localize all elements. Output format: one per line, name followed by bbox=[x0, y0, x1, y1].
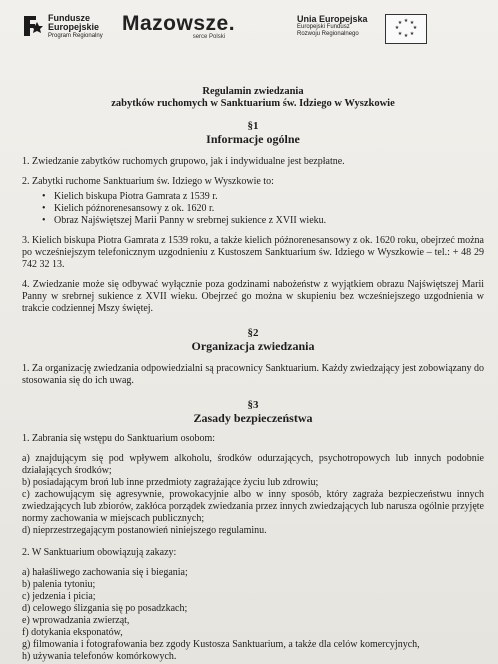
fundusze-europejskie-logo bbox=[22, 14, 103, 40]
title-line-2: zabytków ruchomych w Sanktuarium św. Idziego w Wyszkowie bbox=[111, 98, 395, 109]
list-item: a) hałaśliwego zachowania się i biegania; bbox=[22, 567, 188, 578]
list-item: c) zachowującym się agresywnie, prowokacyjnie albo w inny sposób, który zagraża bezpieczeństwu innych zwiedzających lub zbiorów, zakłóca porządek zwiedzania przez innych zwiedzających lub narusza ogólnie przyjęte normy zachowania w miejscach publicznych; bbox=[22, 489, 484, 524]
s1-bullet-list bbox=[22, 191, 484, 227]
list-item: • Obraz Najświętszej Marii Panny w srebrnej sukience z XVII wieku. bbox=[22, 215, 484, 227]
svg-text:★: ★ bbox=[409, 31, 415, 37]
list-item: g) filmowania i fotografowania bez zgody Kustosza Sanktuarium, a także dla celów komercyjnych, bbox=[22, 639, 420, 650]
document-title bbox=[22, 86, 484, 110]
section-3-number: §3 bbox=[247, 399, 259, 411]
ue-line1: Europejski Fundusz bbox=[297, 24, 350, 30]
unia-europejska-logo bbox=[297, 14, 418, 39]
section-2-number: §2 bbox=[247, 327, 259, 339]
s1-paragraph-1: 1. Zwiedzanie zabytków ruchomych grupowo, jak i indywidualne jest bezpłatne. bbox=[22, 156, 345, 167]
s3-paragraph-2: 2. W Sanktuarium obowiązują zakazy: bbox=[22, 547, 177, 558]
s1-paragraph-3: 3. Kielich biskupa Piotra Gamrata z 1539 roku, a także kielich późnorenesansowy z ok. 1620 roku, obejrzeć można po wcześniejszym telefonicznym uzgodnieniu z Kustoszem Sanktuarium św. Idziego w Wyszkowie – tel.: + 48 29 742 32 13. bbox=[22, 235, 484, 270]
svg-text:★: ★ bbox=[394, 25, 400, 31]
s3-list-2 bbox=[22, 567, 484, 663]
list-item: d) nieprzestrzegającym postanowień niniejszego regulaminu. bbox=[22, 525, 267, 536]
svg-text:★: ★ bbox=[409, 20, 415, 26]
list-item: • Kielich późnorenesansowy z ok. 1620 r. bbox=[22, 203, 484, 215]
list-item: a) znajdującym się pod wpływem alkoholu, środków odurzających, psychotropowych lub innych podobnie działających środków; bbox=[22, 453, 484, 476]
mazowsze-logo bbox=[122, 12, 235, 40]
s1-paragraph-4: 4. Zwiedzanie może się odbywać wyłącznie poza godzinami nabożeństw z wyjątkiem obrazu Najświętszej Marii Panny w srebrnej sukience z XVII wieku. Obejrzeć go można w skupieniu bez wcześniejszego uzgodnienia w trakcie codziennej Mszy świętej. bbox=[22, 279, 484, 314]
mazowsze-name: Mazowsze. bbox=[122, 12, 236, 35]
section-3-heading: Zasady bezpieczeństwa bbox=[193, 411, 313, 425]
s3-list-1 bbox=[22, 453, 484, 537]
title-line-1: Regulamin zwiedzania bbox=[202, 86, 304, 97]
fe-line1: Fundusze bbox=[48, 13, 90, 23]
eu-flag-icon bbox=[385, 14, 427, 44]
list-item: d) celowego ślizgania się po posadzkach; bbox=[22, 603, 188, 614]
s1-paragraph-2: 2. Zabytki ruchome Sanktuarium św. Idziego w Wyszkowie to: bbox=[22, 176, 274, 187]
section-1-heading: Informacje ogólne bbox=[206, 132, 300, 146]
section-1-number: §1 bbox=[247, 120, 259, 132]
list-item: e) wprowadzania zwierząt, bbox=[22, 615, 130, 626]
list-item: c) jedzenia i picia; bbox=[22, 591, 96, 602]
svg-text:★: ★ bbox=[403, 33, 409, 39]
list-item: f) dotykania eksponatów, bbox=[22, 627, 123, 638]
svg-text:★: ★ bbox=[403, 18, 409, 24]
fe-line2: Europejskie bbox=[48, 22, 100, 32]
svg-text:★: ★ bbox=[397, 20, 403, 26]
svg-text:★: ★ bbox=[412, 25, 418, 31]
section-2-heading: Organizacja zwiedzania bbox=[191, 339, 315, 353]
regulation-content bbox=[22, 86, 484, 663]
ue-line2: Rozwoju Regionalnego bbox=[297, 31, 359, 37]
list-item: h) używania telefonów komórkowych. bbox=[22, 651, 177, 662]
svg-text:★: ★ bbox=[397, 31, 403, 37]
ue-title: Unia Europejska bbox=[297, 14, 368, 24]
mazowsze-sub: serce Polski bbox=[192, 34, 226, 40]
fe-star-icon bbox=[22, 14, 44, 40]
s2-paragraph-1: 1. Za organizację zwiedzania odpowiedzialni są pracownicy Sanktuarium. Każdy zwiedzający jest zobowiązany do stosowania się do ich uwag. bbox=[22, 363, 484, 386]
list-item: b) posiadającym broń lub inne przedmioty zagrażające życiu lub zdrowiu; bbox=[22, 477, 319, 488]
list-item: • Kielich biskupa Piotra Gamrata z 1539 r. bbox=[22, 191, 484, 203]
header-logos bbox=[22, 10, 484, 56]
s3-paragraph-1: 1. Zabrania się wstępu do Sanktuarium osobom: bbox=[22, 433, 216, 444]
fe-line3: Program Regionalny bbox=[48, 33, 103, 39]
list-item: b) palenia tytoniu; bbox=[22, 579, 96, 590]
